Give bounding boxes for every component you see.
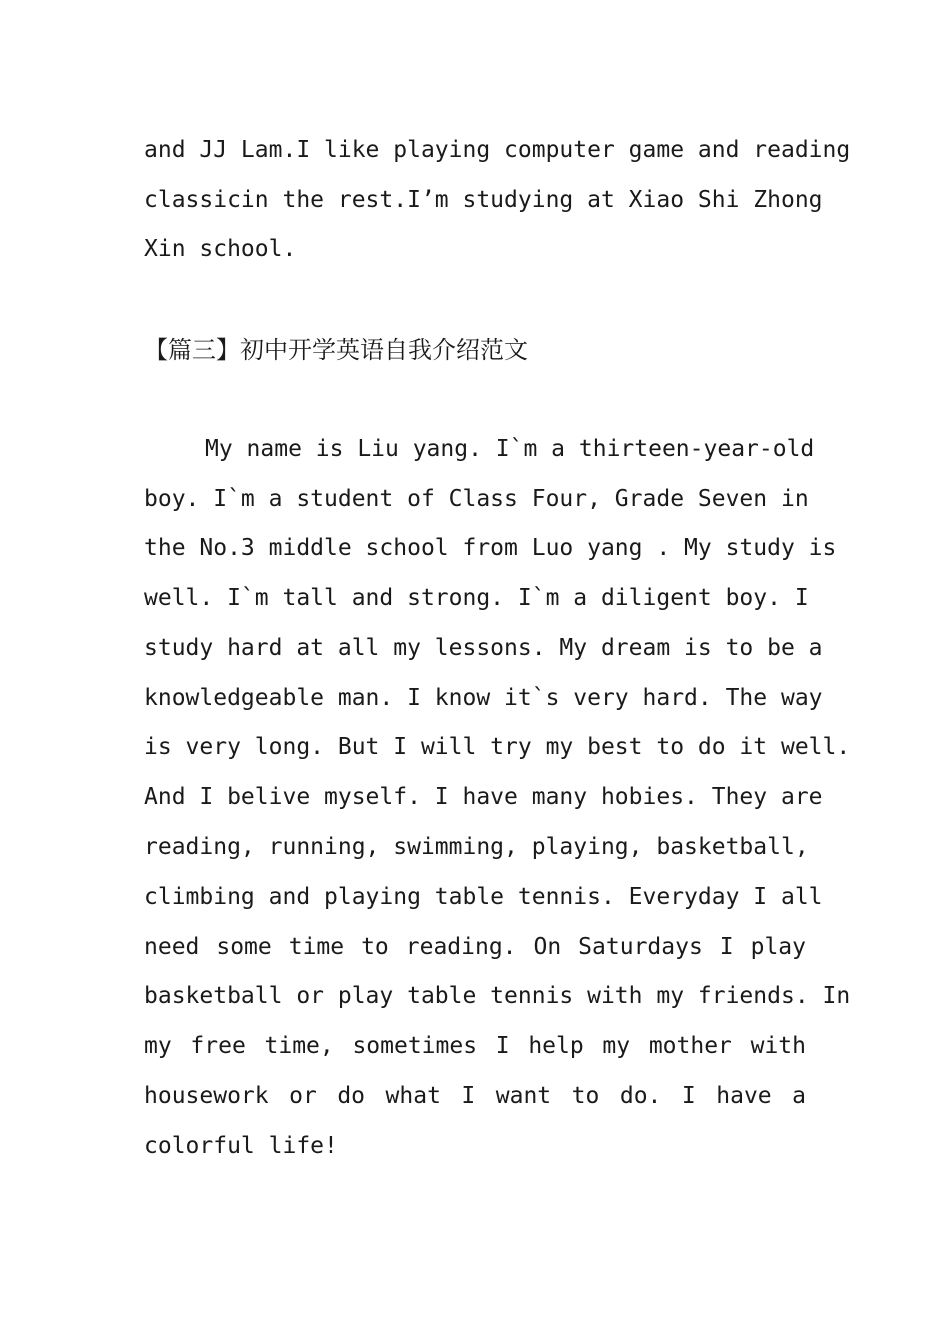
essay-line-8: And I belive myself. I have many hobies. They are [144, 784, 823, 810]
essay-line-5: study hard at all my lessons. My dream is to be a [144, 635, 823, 661]
essay-line-15: colorful life! [144, 1133, 338, 1159]
essay-line-11: need some time to reading. On Saturdays I play [144, 934, 806, 960]
essay-line-6: knowledgeable man. I know it`s very hard. The way [144, 685, 823, 711]
intro-line-1: and JJ Lam.I like playing computer game and reading [144, 137, 851, 163]
section-heading: 【篇三】初中开学英语自我介绍范文 [144, 336, 528, 364]
essay-line-1: My name is Liu yang. I`m a thirteen-year-old [205, 436, 815, 462]
intro-line-3: Xin school. [144, 236, 297, 262]
essay-line-9: reading, running, swimming, playing, basketball, [144, 834, 809, 860]
essay-line-7: is very long. But I will try my best to do it well. [144, 734, 851, 760]
essay-line-14: housework or do what I want to do. I have a [144, 1083, 806, 1109]
essay-line-3: the No.3 middle school from Luo yang . My study is [144, 535, 837, 561]
essay-line-10: climbing and playing table tennis. Everyday I all [144, 884, 823, 910]
essay-line-12: basketball or play table tennis with my friends. In [144, 983, 851, 1009]
essay-line-2: boy. I`m a student of Class Four, Grade Seven in [144, 486, 809, 512]
essay-line-4: well. I`m tall and strong. I`m a diligent boy. I [144, 585, 809, 611]
essay-line-13: my free time, sometimes I help my mother with [144, 1033, 806, 1059]
intro-line-2: classicin the rest.I’m studying at Xiao Shi Zhong [144, 187, 823, 213]
